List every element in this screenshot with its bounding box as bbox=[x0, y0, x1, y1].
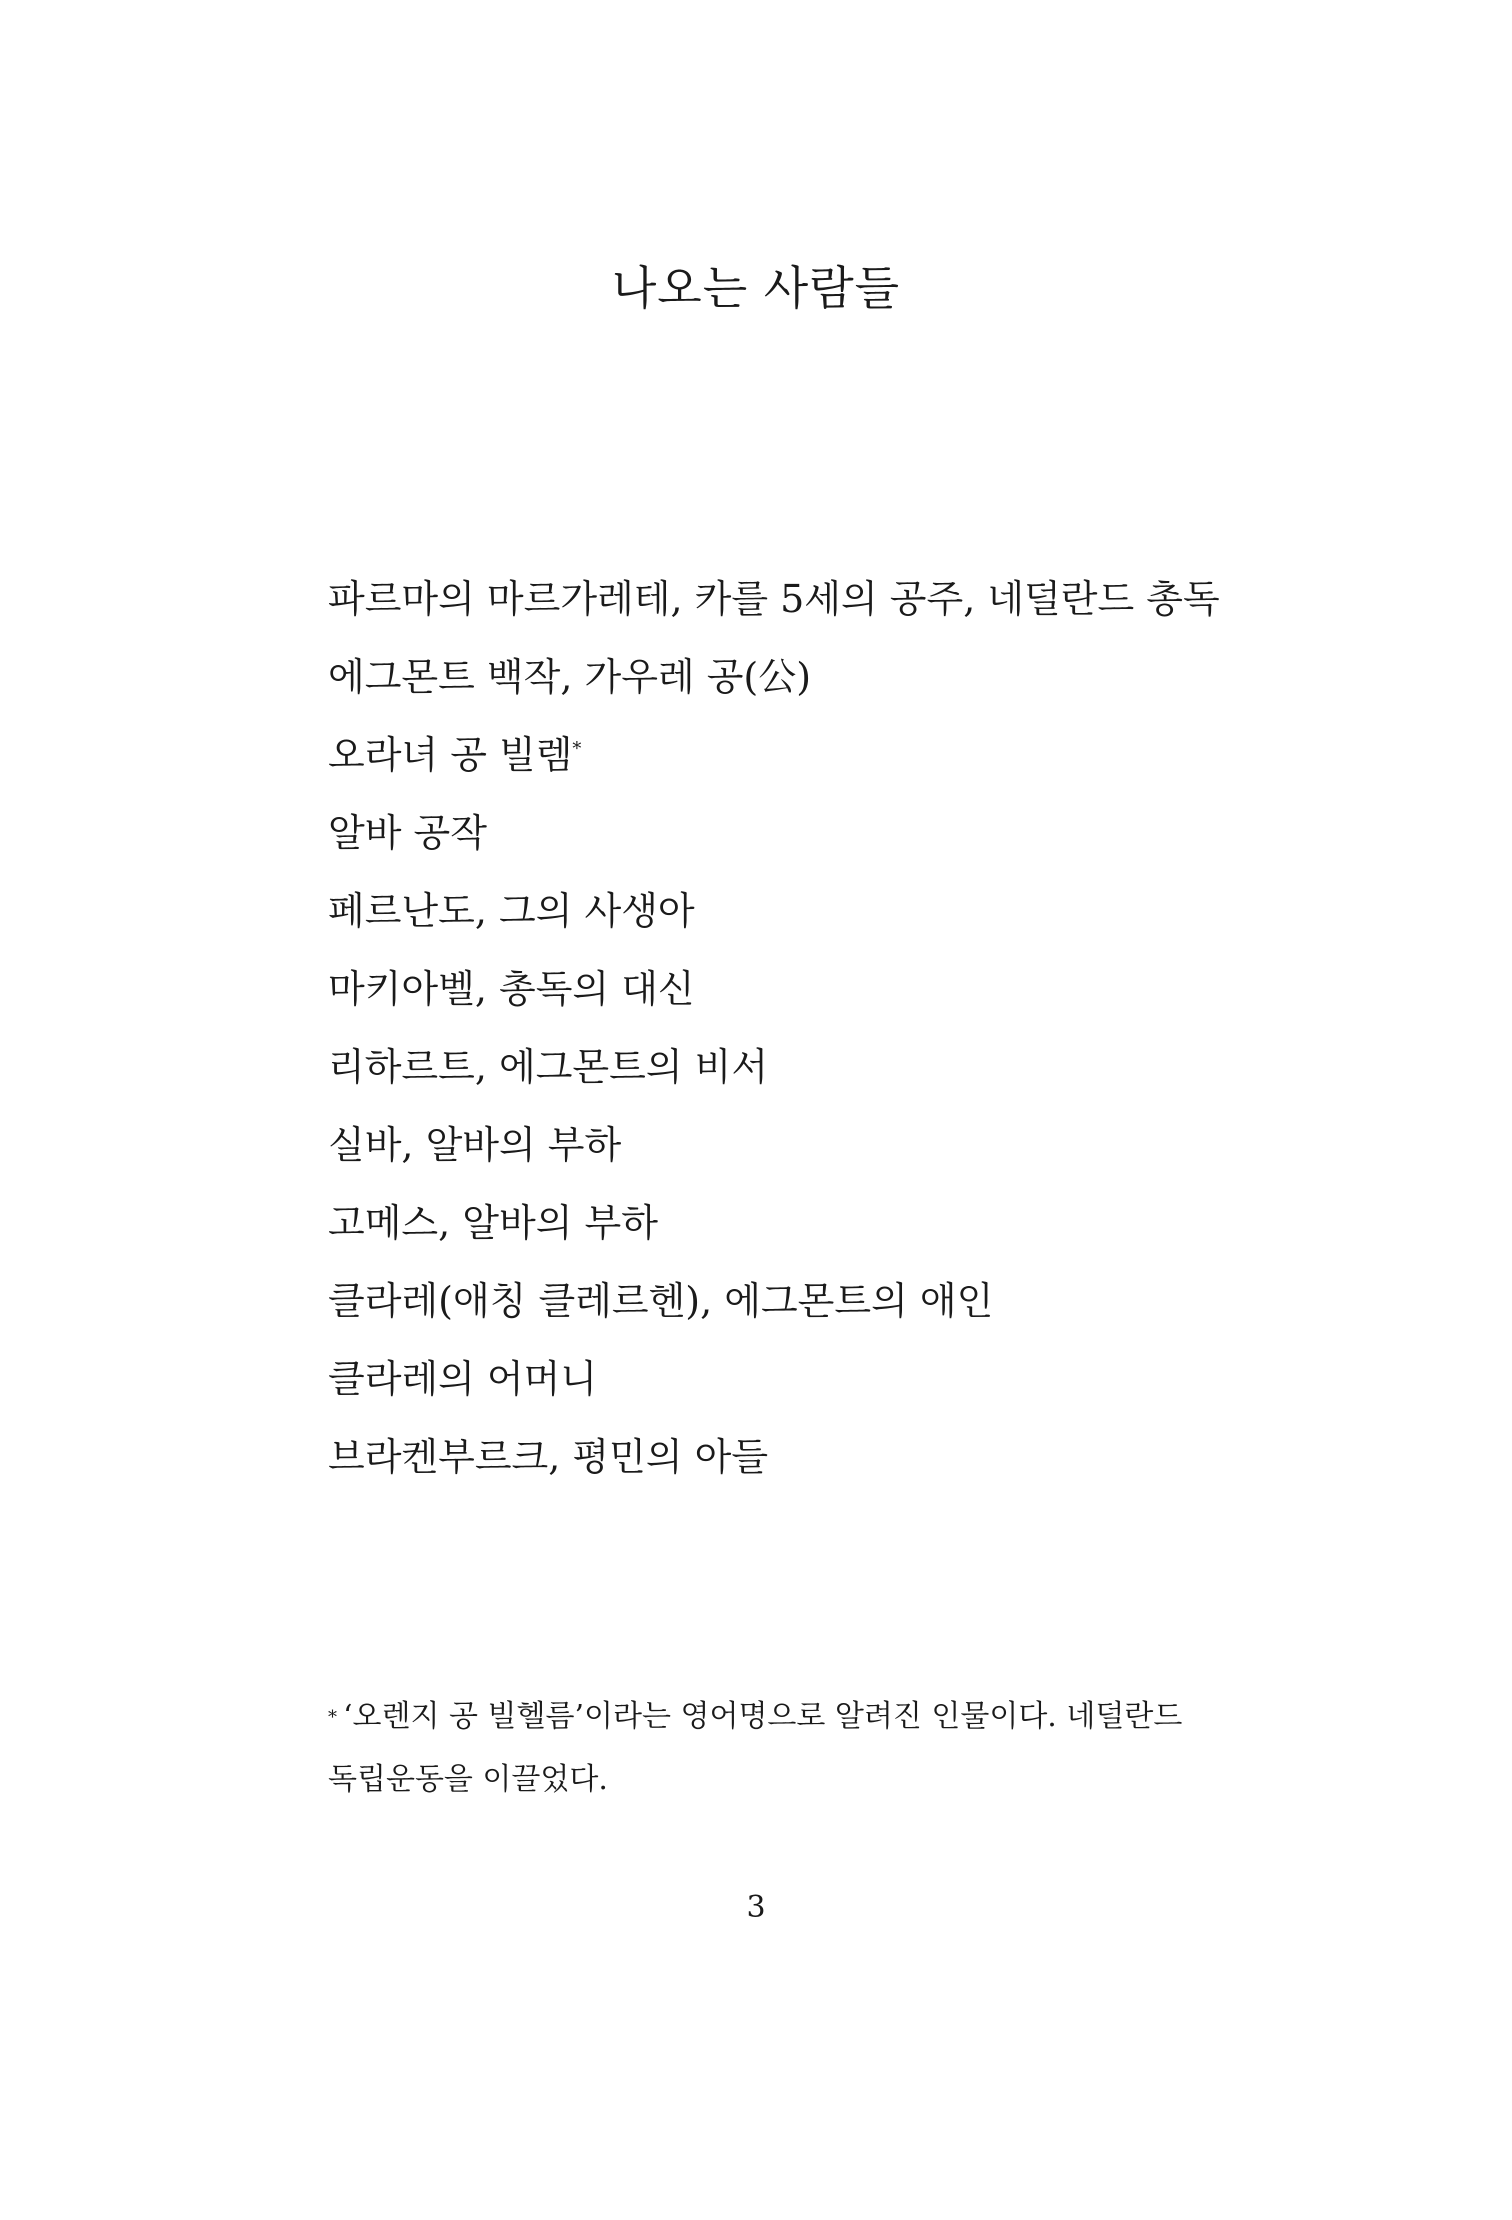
cast-item-silva bbox=[328, 1106, 1328, 1184]
cast-item-alba bbox=[328, 794, 1328, 872]
cast-item-text: 마키아벨, 총독의 대신 bbox=[328, 967, 695, 1011]
cast-item-klare bbox=[328, 1262, 1328, 1340]
cast-item-richard bbox=[328, 1028, 1328, 1106]
footnote-line bbox=[328, 1686, 1258, 1749]
footnote-reference-mark: * bbox=[572, 738, 582, 760]
footnote-asterisk: * bbox=[328, 1707, 337, 1728]
footnote-line: 독립운동을 이끌었다. bbox=[328, 1762, 608, 1797]
cast-list bbox=[328, 560, 1328, 1496]
cast-item-text: 실바, 알바의 부하 bbox=[328, 1123, 622, 1167]
cast-item-klare-mother bbox=[328, 1340, 1328, 1418]
cast-item-brackenburg bbox=[328, 1418, 1328, 1496]
page-title: 나오는 사람들 bbox=[611, 261, 901, 315]
cast-item-text: 페르난도, 그의 사생아 bbox=[328, 889, 695, 933]
cast-item-egmont bbox=[328, 638, 1328, 716]
cast-item-text: 클라레(애칭 클레르헨), 에그몬트의 애인 bbox=[328, 1279, 994, 1323]
cast-item-orange bbox=[328, 716, 1328, 794]
cast-item-text: 오라녀 공 빌렘 bbox=[328, 733, 573, 777]
cast-item-text: 리하르트, 에그몬트의 비서 bbox=[328, 1045, 769, 1089]
cast-item-text: 클라레의 어머니 bbox=[328, 1357, 598, 1401]
cast-item-text: 알바 공작 bbox=[328, 811, 487, 855]
footnote bbox=[328, 1686, 1258, 1811]
cast-item-text: 고메스, 알바의 부하 bbox=[328, 1201, 658, 1245]
cast-item-text: 에그몬트 백작, 가우레 공(公) bbox=[328, 655, 812, 699]
cast-item-gomez bbox=[328, 1184, 1328, 1262]
cast-item-margarete bbox=[328, 560, 1328, 638]
cast-item-text: 파르마의 마르가레테, 카를 5세의 공주, 네덜란드 총독 bbox=[328, 577, 1220, 621]
cast-item-text: 브라켄부르크, 평민의 아들 bbox=[328, 1435, 769, 1479]
cast-item-machiavell bbox=[328, 950, 1328, 1028]
cast-item-fernando bbox=[328, 872, 1328, 950]
page-number: 3 bbox=[746, 1890, 766, 1925]
footnote-line-text: ‘오렌지 공 빌헬름’이라는 영어명으로 알려진 인물이다. 네덜란드 bbox=[343, 1699, 1183, 1734]
